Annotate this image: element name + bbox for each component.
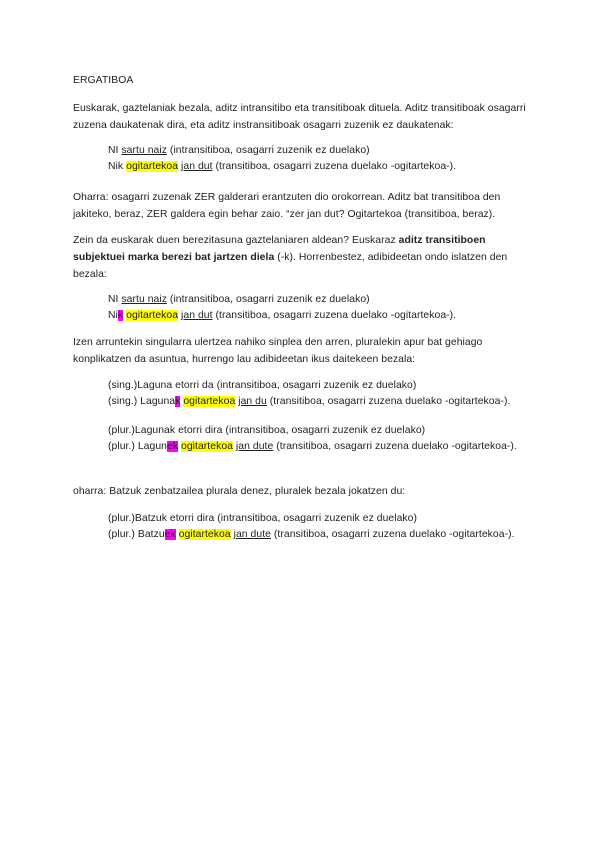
paragraph-text: (-k). Horrenbestez, adibideetan ondo islatzen den bezala: — [73, 252, 508, 280]
underlined-verb: jan du — [238, 396, 267, 407]
ergative-paragraph — [73, 232, 533, 283]
ergative-mark-highlight: k — [175, 396, 181, 407]
example-3-plur-intransitive: (plur.)Lagunak etorri dira (intransitiboa, osagarri zuzenik ez duelako) — [108, 425, 426, 436]
ergative-mark-highlight: k — [117, 310, 124, 321]
plural-paragraph: Izen arruntekin singularra ulertzea nahiko sinplea den arren, pluralekin apur bat gehiago konplikatzen da asuntua, hurrengo lau adibideetan ikus daitekeen bezala: — [73, 337, 483, 365]
underlined-verb: sartu naiz — [121, 145, 167, 156]
example-text: (transitiboa, osagarri zuzena duelako -ogitartekoa-). — [273, 441, 517, 452]
example-text: (intransitiboa, osagarri zuzenik ez duelako) — [167, 145, 370, 156]
underlined-verb: jan dut — [181, 161, 213, 172]
note-paragraph-1: Oharra: osagarri zuzenak ZER galderari erantzuten dio orokorrean. Aditz bat transitiboa den jakiteko, beraz, ZER galdera egin behar zaio. “zer jan dut? Ogitartekoa (transitiboa, beraz). — [73, 192, 501, 220]
note-paragraph-2: oharra: Batzuk zenbatzailea plurala denez, pluralek bezala jokatzen du: — [73, 486, 406, 497]
example-text: NI — [108, 294, 122, 305]
example-3-sing-intransitive: (sing.)Laguna etorri da (intransitiboa, osagarri zuzenik ez duelako) — [108, 380, 417, 391]
highlight-object: ogitartekoa — [178, 529, 231, 540]
example-text: (transitiboa, osagarri zuzena duelako -ogitartekoa-). — [266, 396, 511, 407]
ergative-mark-highlight: ek — [164, 529, 176, 540]
example-text: (plur.) Batzu — [108, 529, 165, 540]
example-2-transitive — [108, 308, 456, 324]
example-2-intransitive — [108, 292, 456, 308]
example-block-1 — [108, 143, 456, 175]
example-block-3-plural — [108, 423, 517, 455]
example-text: (transitiboa, osagarri zuzena duelako -ogitartekoa-). — [270, 529, 515, 540]
example-block-3-singular — [108, 378, 510, 410]
example-4-intransitive: (plur.)Batzuk etorri dira (intransitiboa, osagarri zuzenik ez duelako) — [108, 513, 418, 524]
highlight-object: ogitartekoa — [181, 441, 233, 452]
example-3-plur-transitive — [108, 439, 517, 455]
document-title: ERGATIBOA — [73, 75, 134, 86]
example-block-4 — [108, 511, 515, 543]
highlight-object: ogitartekoa — [126, 310, 179, 321]
intro-paragraph: Euskarak, gaztelaniak bezala, aditz intransitibo eta transitiboak dituela. Aditz transitiboak osagarri zuzena daukatenak dira, eta aditz instransitiboak osagarri zuzenik ez daukatenak: — [73, 103, 526, 131]
underlined-verb: jan dute — [233, 529, 271, 540]
paragraph-text: Zein da euskarak duen berezitasuna gaztelaniaren aldean? Euskaraz — [73, 235, 399, 246]
example-text: Ni — [108, 310, 118, 321]
example-4-transitive — [108, 527, 515, 543]
underlined-verb: jan dut — [181, 310, 213, 321]
example-text: (transitiboa, osagarri zuzena duelako -ogitartekoa-). — [212, 161, 457, 172]
highlight-object: ogitartekoa — [126, 161, 179, 172]
example-3-sing-transitive — [108, 394, 510, 410]
example-1-transitive — [108, 159, 456, 175]
underlined-verb: sartu naiz — [121, 294, 167, 305]
example-1-intransitive — [108, 143, 456, 159]
bold-emphasis: aditz transitiboen subjektuei marka berezi bat jartzen diela — [73, 235, 486, 263]
example-text: (intransitiboa, osagarri zuzenik ez duelako) — [167, 294, 370, 305]
example-block-2 — [108, 292, 456, 324]
example-text: (transitiboa, osagarri zuzena duelako -ogitartekoa-). — [212, 310, 457, 321]
example-text: NI — [108, 145, 122, 156]
example-text: Nik — [108, 161, 127, 172]
underlined-verb: jan dute — [235, 441, 274, 452]
example-text: (sing.) Laguna — [108, 396, 176, 407]
example-text: (plur.) Lagun — [108, 441, 167, 452]
ergative-mark-highlight: ek — [167, 441, 179, 452]
highlight-object: ogitartekoa — [183, 396, 236, 407]
